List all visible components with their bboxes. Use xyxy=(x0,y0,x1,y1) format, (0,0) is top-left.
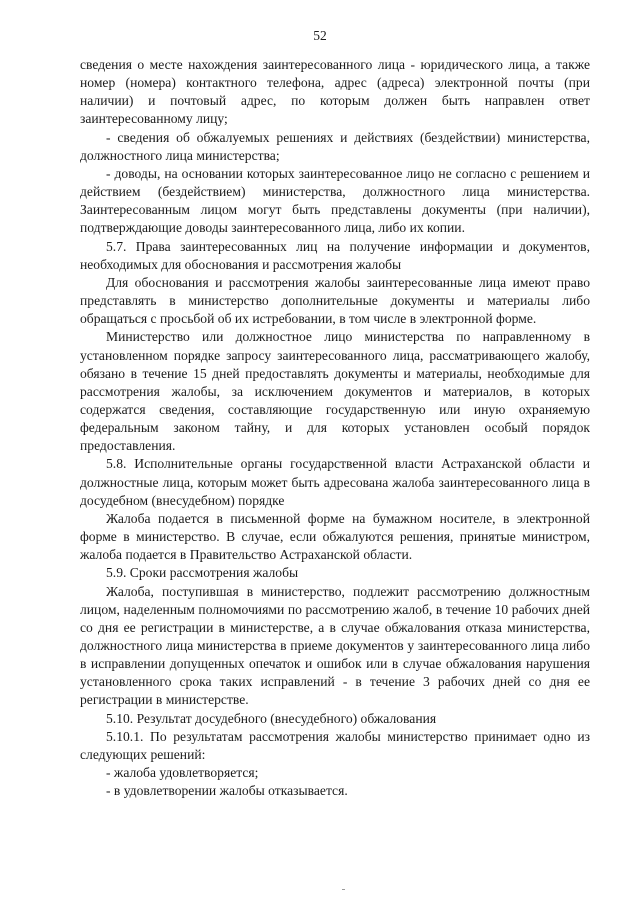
paragraph-appealed-decisions: - сведения об обжалуемых решениях и действиях (бездействии) министерства, должностного лица министерства; xyxy=(80,129,590,163)
scan-speck xyxy=(342,889,345,890)
paragraph-additional-documents: Для обоснования и рассмотрения жалобы заинтересованные лица имеют право представлять в министерство дополнительные документы и материалы либо обращаться с просьбой об их истребовании, в том числе в электронной форме. xyxy=(80,274,590,327)
section-heading-5-8: 5.8. Исполнительные органы государственной власти Астраханской области и должностные лица, которым может быть адресована жалоба заинтересованного лица в досудебном (внесудебном) порядке xyxy=(80,456,590,508)
page-number: 52 xyxy=(313,28,327,43)
document-body xyxy=(80,56,590,800)
list-item-complaint-satisfied: - жалоба удовлетворяется; xyxy=(106,765,259,781)
list-item-complaint-rejected: - в удовлетворении жалобы отказывается. xyxy=(106,783,348,799)
section-heading-5-7: 5.7. Права заинтересованных лиц на получение информации и документов, необходимых для обоснования и рассмотрения жалобы xyxy=(80,238,590,272)
paragraph-arguments: - доводы, на основании которых заинтересованное лицо не согласно с решением и действием (бездействием) министерства, должностного лица министерства. Заинтересованным лицом могут быть представлены документы (при наличии), подтверждающие доводы заинтересованного лица, либо их копии. xyxy=(80,165,590,236)
section-heading-5-10: 5.10. Результат досудебного (внесудебного) обжалования xyxy=(106,710,437,726)
paragraph-ministry-request: Министерство или должностное лицо министерства по направленному в установленном порядке запросу заинтересованного лица, рассматривающего жалобу, обязано в течение 15 дней предоставлять документы и материалы, необходимые для рассмотрения жалобы, за исключением документов и материалов, в которых содержатся сведения, составляющие государственную или иную охраняемую федеральным законом тайну, и для которых установлен особый порядок предоставления. xyxy=(80,329,590,454)
paragraph-contact-info: сведения о месте нахождения заинтересованного лица - юридического лица, а также номер (номера) контактного телефона, адрес (адреса) электронной почты (при наличии) и почтовый адрес, по которым должен быть направлен ответ заинтересованному лицу; xyxy=(80,57,590,127)
paragraph-review-terms: Жалоба, поступившая в министерство, подлежит рассмотрению должностным лицом, наделенным полномочиями по рассмотрению жалоб, в течение 10 рабочих дней со дня ее регистрации в министерстве, а в случае обжалования отказа министерства, должностного лица министерства в приеме документов у заинтересованного лица либо в исправлении допущенных опечаток и ошибок или в случае обжалования нарушения установленного срока таких исправлений - в течение 3 рабочих дней со дня ее регистрации в министерстве. xyxy=(80,583,590,708)
paragraph-complaint-filing: Жалоба подается в письменной форме на бумажном носителе, в электронной форме в министерство. В случае, если обжалуются решения, принятые министром, жалоба подается в Правительство Астраханской области. xyxy=(80,510,590,563)
paragraph-decision-options: 5.10.1. По результатам рассмотрения жалобы министерство принимает одно из следующих решений: xyxy=(80,728,590,762)
section-heading-5-9: 5.9. Сроки рассмотрения жалобы xyxy=(106,565,299,581)
